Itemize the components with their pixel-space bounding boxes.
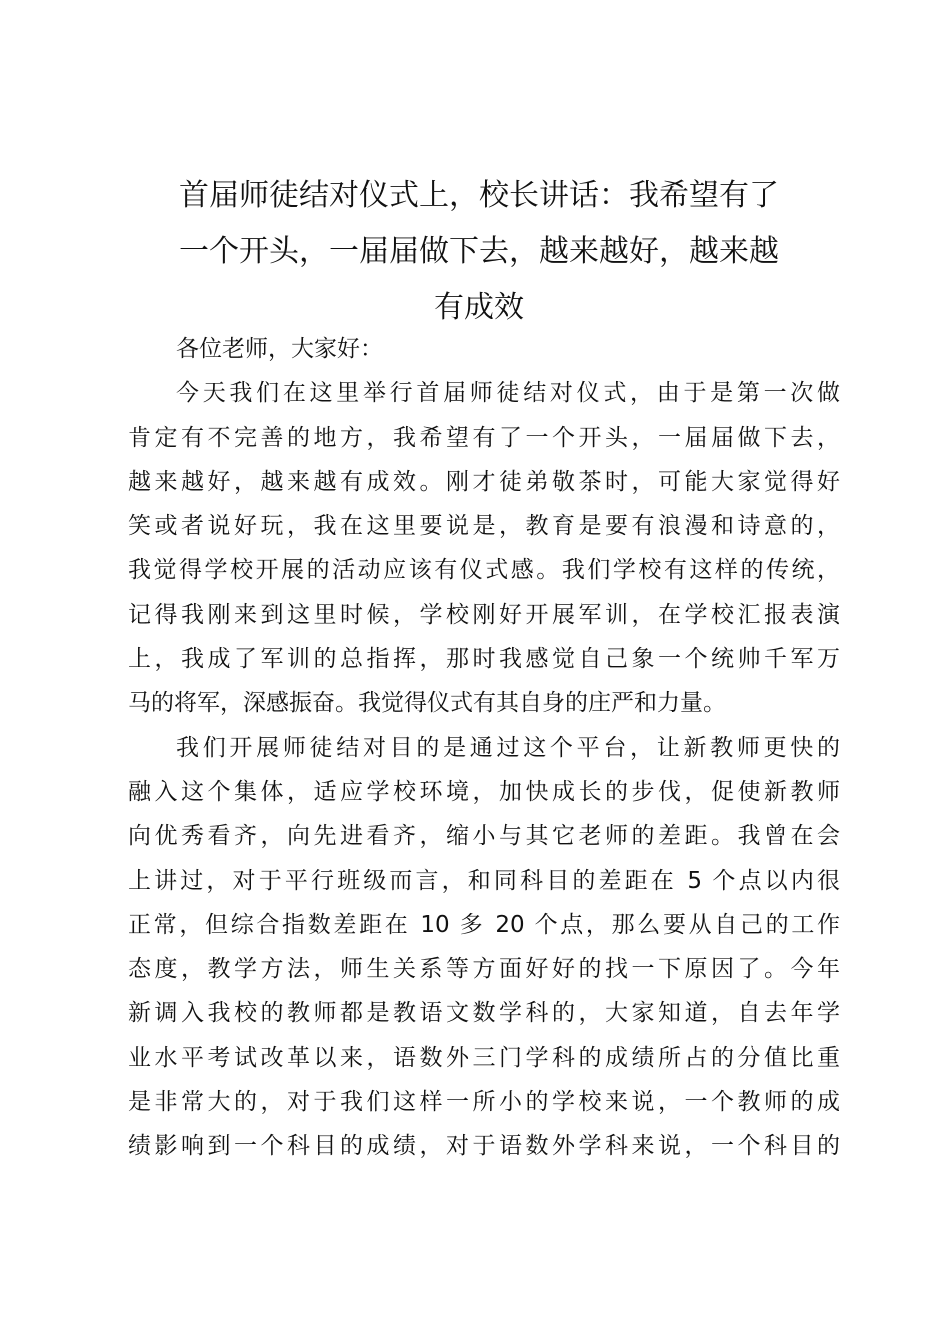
paragraph-line: 绩影响到一个科目的成绩，对于语数外学科来说，一个科目的 bbox=[128, 1133, 840, 1160]
title-line: 一个开头，一届届做下去，越来越好，越来越 bbox=[179, 234, 779, 269]
paragraph-2 bbox=[128, 726, 840, 1169]
document-body bbox=[128, 327, 840, 1169]
paragraph-1 bbox=[128, 371, 840, 725]
paragraph-line: 业水平考试改革以来，语数外三门学科的成绩所占的分值比重 bbox=[128, 1044, 840, 1071]
paragraph-line: 今天我们在这里举行首届师徒结对仪式，由于是第一次做 bbox=[176, 380, 840, 407]
paragraph-line: 态度，教学方法，师生关系等方面好好的找一下原因了。今年 bbox=[128, 956, 840, 983]
paragraph-line: 我们开展师徒结对目的是通过这个平台，让新教师更快的 bbox=[176, 734, 840, 761]
title-line: 有成效 bbox=[434, 290, 524, 325]
document-title bbox=[120, 168, 838, 336]
title-line: 首届师徒结对仪式上，校长讲话：我希望有了 bbox=[179, 178, 779, 213]
greeting: 各位老师，大家好： bbox=[176, 336, 383, 362]
paragraph-line: 记得我刚来到这里时候，学校刚好开展军训，在学校汇报表演 bbox=[128, 601, 840, 628]
paragraph-line: 上讲过，对于平行班级而言，和同科目的差距在 5 个点以内很 bbox=[128, 867, 840, 894]
paragraph-line: 融入这个集体，适应学校环境，加快成长的步伐，促使新教师 bbox=[128, 778, 840, 805]
paragraph-line: 笑或者说好玩，我在这里要说是，教育是要有浪漫和诗意的， bbox=[128, 513, 840, 540]
paragraph-line: 肯定有不完善的地方，我希望有了一个开头，一届届做下去， bbox=[128, 424, 840, 451]
paragraph-line: 正常，但综合指数差距在 10 多 20 个点，那么要从自己的工作 bbox=[128, 911, 840, 938]
paragraph-line: 是非常大的，对于我们这样一所小的学校来说，一个教师的成 bbox=[128, 1089, 840, 1116]
paragraph-line: 越来越好，越来越有成效。刚才徒弟敬茶时，可能大家觉得好 bbox=[128, 468, 840, 495]
paragraph-line: 上，我成了军训的总指挥，那时我感觉自己象一个统帅千军万 bbox=[128, 646, 840, 673]
paragraph-line: 新调入我校的教师都是教语文数学科的，大家知道，自去年学 bbox=[128, 1000, 840, 1027]
paragraph-line: 向优秀看齐，向先进看齐，缩小与其它老师的差距。我曾在会 bbox=[128, 823, 840, 850]
paragraph-line: 我觉得学校开展的活动应该有仪式感。我们学校有这样的传统， bbox=[128, 557, 840, 584]
paragraph-line: 马的将军，深感振奋。我觉得仪式有其自身的庄严和力量。 bbox=[128, 690, 726, 717]
